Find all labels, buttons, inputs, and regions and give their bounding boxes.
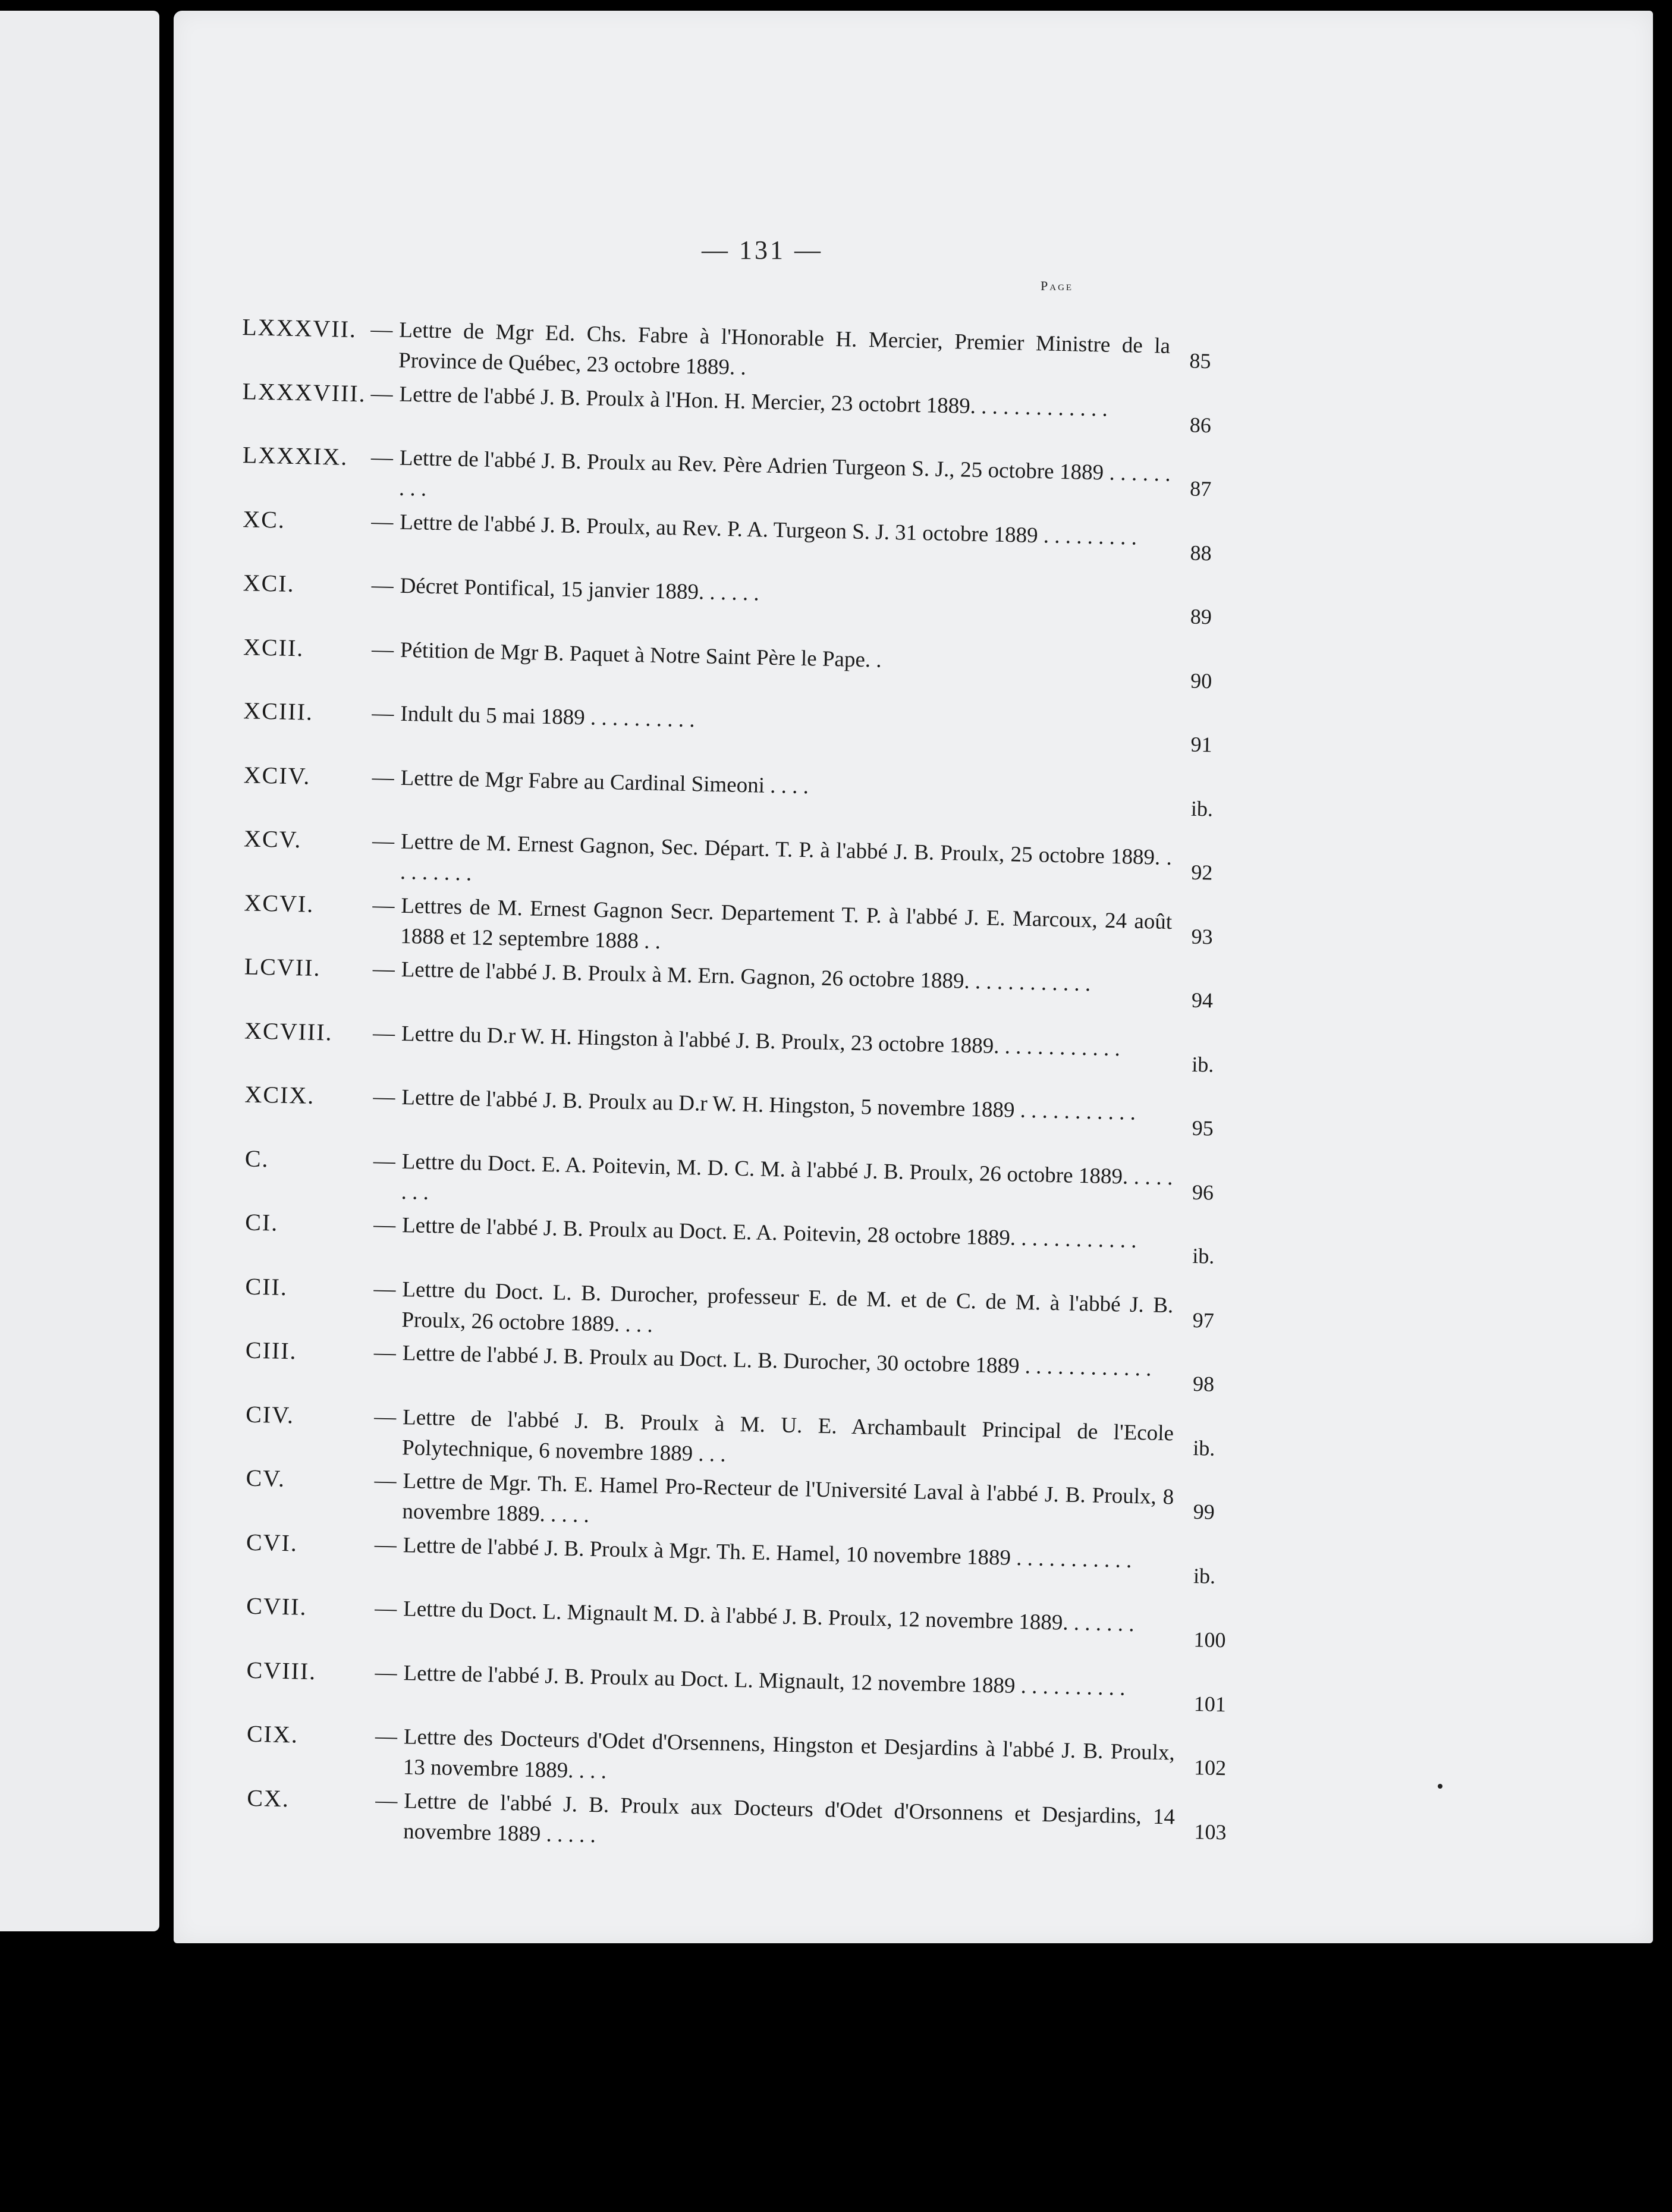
entry-page-number: ib. <box>1190 796 1214 821</box>
entry-page-number: ib. <box>1191 1052 1214 1077</box>
entry-numeral: CVII. <box>246 1592 308 1620</box>
entry-title: — Lettre de Mgr Ed. Chs. Fabre à l'Honorable H. Mercier, Premier Ministre de la Province de Québec, 23 octobre 1889. . <box>370 317 1171 380</box>
entry-title: — Lettre de l'abbé J. B. Proulx au Doct. L. B. Durocher, 30 octobre 1889 . . . . . . . . . . . . <box>373 1340 1152 1381</box>
entry-numeral: CV. <box>246 1464 286 1493</box>
entry-page-number: 88 <box>1190 541 1212 565</box>
entry-numeral: CII. <box>245 1272 288 1300</box>
entry-title: — Lettre de Mgr Fabre au Cardinal Simeoni . . . . <box>372 765 809 799</box>
table-of-contents <box>207 309 1345 1866</box>
entry-title: — Indult du 5 mai 1889 . . . . . . . . . . <box>371 700 696 733</box>
entry-numeral: XCII. <box>243 633 304 661</box>
entry-numeral: XC. <box>242 505 286 533</box>
entry-page-number: 92 <box>1190 860 1213 885</box>
entry-numeral: CVI. <box>246 1528 298 1557</box>
entry-page-number: ib. <box>1193 1563 1216 1588</box>
entry-title: — Lettre du Doct. E. A. Poitevin, M. D. C. M. à l'abbé J. B. Proulx, 26 octobre 1889. . . . . . . . <box>373 1148 1173 1205</box>
entry-title: — Lettre de M. Ernest Gagnon, Sec. Départ. T. P. à l'abbé J. B. Proulx, 25 octobre 1889. . . . . . . . . <box>372 828 1173 886</box>
entry-title: — Lettre de l'abbé J. B. Proulx au Rev. Père Adrien Turgeon S. J., 25 octobre 1889 . . . . . . . . . <box>370 445 1171 501</box>
entry-title: — Lettre de l'abbé J. B. Proulx au Doct. E. A. Poitevin, 28 octobre 1889. . . . . . . . . . . . <box>373 1212 1137 1253</box>
entry-page-number: 87 <box>1189 476 1212 501</box>
entry-page-number: 98 <box>1192 1371 1215 1396</box>
previous-page-edge <box>0 11 159 1931</box>
entry-title: — Lettre de l'abbé J. B. Proulx à M. Ern. Gagnon, 26 octobre 1889. . . . . . . . . . . . <box>372 956 1091 997</box>
entry-page-number: 93 <box>1191 924 1214 949</box>
entry-title: — Lettre de l'abbé J. B. Proulx au Doct. L. Mignault, 12 novembre 1889 . . . . . . . . . . <box>375 1660 1126 1701</box>
entry-page-number: 94 <box>1191 988 1214 1013</box>
entry-page-number: ib. <box>1193 1435 1215 1460</box>
entry-page-number: 85 <box>1189 348 1211 373</box>
entry-numeral: C. <box>244 1145 270 1172</box>
entry-page-number: 90 <box>1190 668 1212 693</box>
entry-numeral: XCV. <box>243 825 302 853</box>
entry-title: — Lettre de Mgr. Th. E. Hamel Pro-Recteur de l'Université Laval à l'abbé J. B. Proulx, 8 novembre 1889. . . . . <box>374 1468 1174 1528</box>
entry-title: — Lettre des Docteurs d'Odet d'Orsennens, Hingston et Desjardins à l'abbé J. B. Proulx, 13 novembre 1889. . . . <box>375 1724 1176 1784</box>
ink-speck <box>1438 1784 1442 1789</box>
page-column-header: Page <box>1041 278 1074 293</box>
entry-page-number: 89 <box>1190 604 1212 629</box>
entry-numeral: CIX. <box>246 1720 299 1748</box>
entry-numeral: XCI. <box>243 569 296 598</box>
entry-title: — Pétition de Mgr B. Paquet à Notre Saint Père le Pape. . <box>371 637 882 673</box>
entry-page-number: 96 <box>1192 1180 1214 1205</box>
entry-numeral: LCVII. <box>244 953 321 982</box>
entry-numeral: XCIII. <box>243 697 314 725</box>
entry-numeral: LXXXVIII. <box>242 377 367 407</box>
entry-numeral: CX. <box>246 1784 290 1812</box>
entry-title: — Lettre du D.r W. H. Hingston à l'abbé J. B. Proulx, 23 octobre 1889. . . . . . . . . . . . <box>372 1020 1121 1061</box>
entry-numeral: LXXXVII. <box>241 313 357 343</box>
entry-title: — Lettre de l'abbé J. B. Proulx, au Rev. P. A. Turgeon S. J. 31 octobre 1889 . . . . . . . . . <box>370 509 1137 550</box>
entry-title: — Lettre de l'abbé J. B. Proulx à Mgr. Th. E. Hamel, 10 novembre 1889 . . . . . . . . . . . <box>374 1532 1132 1573</box>
entry-page-number: 97 <box>1192 1308 1215 1333</box>
entry-page-number: 102 <box>1193 1755 1227 1780</box>
entry-page-number: 103 <box>1194 1819 1227 1844</box>
entry-title: — Lettre de l'abbé J. B. Proulx aux Docteurs d'Odet d'Orsonnens et Desjardins, 14 novembre 1889 . . . . . <box>375 1787 1176 1847</box>
entry-numeral: LXXXIX. <box>242 441 348 470</box>
entry-numeral: XCIV. <box>243 761 311 790</box>
entry-page-number: ib. <box>1192 1243 1215 1268</box>
entry-page-number: 99 <box>1193 1500 1215 1524</box>
entry-page-number: 101 <box>1193 1691 1227 1716</box>
entry-title: — Décret Pontifical, 15 janvier 1889. . . . . . <box>371 573 760 606</box>
entry-page-number: 95 <box>1192 1116 1214 1140</box>
entry-title: — Lettre de l'abbé J. B. Proulx au D.r W. H. Hingston, 5 novembre 1889 . . . . . . . . . . . <box>373 1085 1136 1125</box>
entry-title: — Lettre du Doct. L. Mignault M. D. à l'abbé J. B. Proulx, 12 novembre 1889. . . . . . . <box>374 1596 1134 1637</box>
entry-numeral: CIII. <box>245 1336 298 1365</box>
entry-page-number: 86 <box>1189 413 1212 437</box>
entry-page-number: 100 <box>1193 1627 1226 1652</box>
entry-page-number: 91 <box>1190 732 1213 757</box>
entry-title: — Lettres de M. Ernest Gagnon Secr. Departement T. P. à l'abbé J. E. Marcoux, 24 août 1888 et 12 septembre 1888 . . <box>372 893 1173 954</box>
entry-title: — Lettre de l'abbé J. B. Proulx à l'Hon. H. Mercier, 23 octobrt 1889. . . . . . . . . . . . . <box>370 381 1108 422</box>
entry-title: — Lettre de l'abbé J. B. Proulx à M. U. E. Archambault Principal de l'Ecole Polytechnique, 6 novembre 1889 . . . <box>373 1404 1174 1467</box>
entry-numeral: XCVI. <box>244 888 315 918</box>
entry-numeral: CVIII. <box>246 1656 317 1685</box>
entry-numeral: XCIX. <box>244 1080 315 1109</box>
entry-numeral: CI. <box>244 1208 279 1236</box>
entry-numeral: CIV. <box>245 1400 295 1428</box>
entry-numeral: XCVIII. <box>244 1016 334 1046</box>
page-number: — 131 — <box>702 235 823 265</box>
entry-title: — Lettre du Doct. L. B. Durocher, professeur E. de M. et de C. de M. à l'abbé J. B. Proulx, 26 octobre 1889. . . . <box>373 1276 1174 1337</box>
